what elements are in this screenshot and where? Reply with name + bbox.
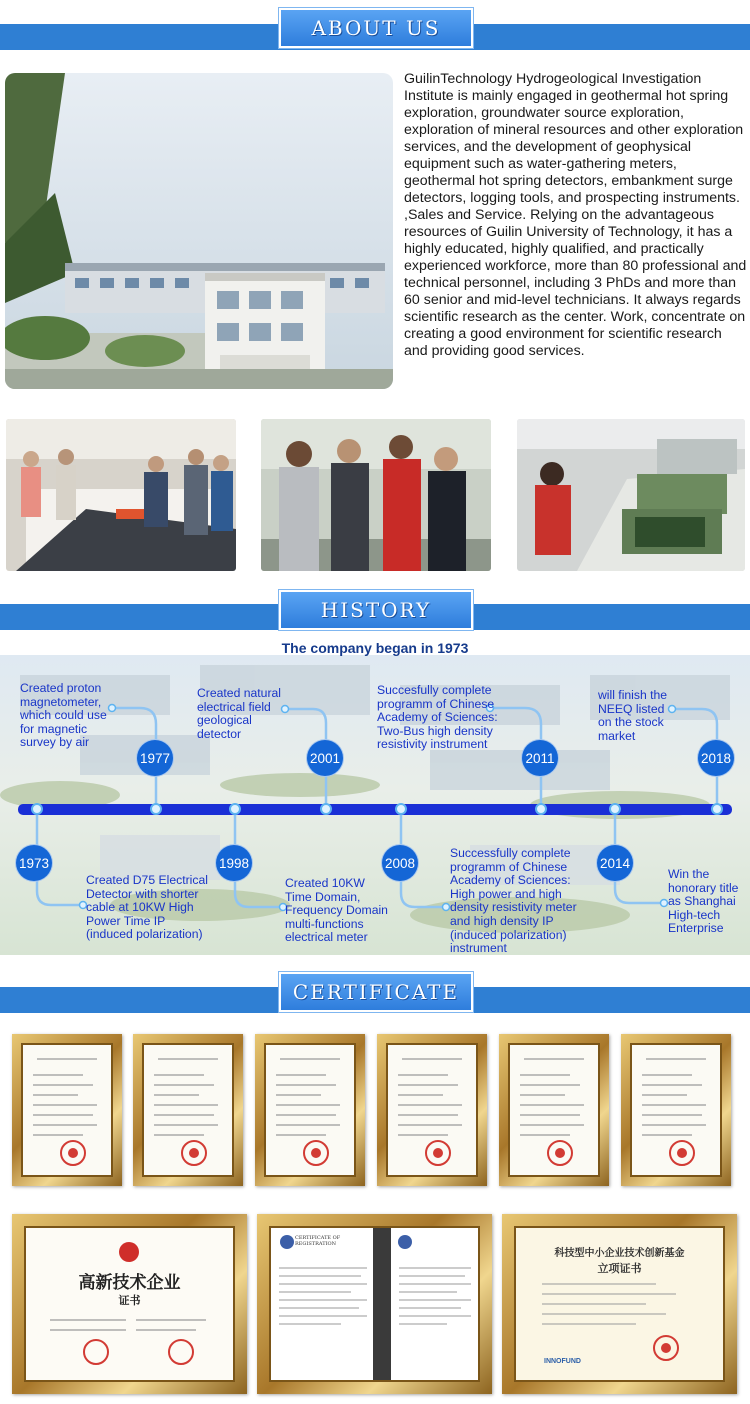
history-section-header: [279, 590, 473, 630]
certificate-frame-9: [502, 1214, 737, 1394]
certificate-frame-5: [499, 1034, 609, 1186]
timeline-bar: [18, 804, 732, 815]
event-text-1998: Created 10KW Time Domain, Frequency Domain multi-functions electrical meter: [285, 876, 388, 945]
event-text-2014: Win the honorary title as Shanghai High-tech Enterprise: [668, 867, 739, 936]
certificate-section-header: [279, 972, 473, 1012]
cert-7-subtitle: 证书: [118, 1294, 141, 1307]
certificate-frame-8: [257, 1214, 492, 1394]
about-paragraph: GuilinTechnology Hydrogeological Investigation Institute is mainly engaged in geothermal hot spring exploration, groundwater source exploration, exploration of mineral resources and other exploration services, and the development of geophysical equipment such as water-gathering meters, geothermal hot spring detectors, embankment surge detectors, logging tools, and prospecting instruments. ,Sales and Service. Relying on the advantageous resources of Guilin University of Technology, it has a highly educated, highly qualified, and practically experienced workforce, more than 80 professional and technical personnel, including 3 PhDs and more than 60 senior and mid-level technicians. It always regards scientific research as the center. Work, concentrate on creating a good environment for scientific research and providing good services.: [404, 71, 747, 359]
certificate-section-title: CERTIFICATE: [292, 980, 460, 1004]
history-section-title: HISTORY: [320, 598, 432, 622]
cert-8-title: CERTIFICATE OF REGISTRATION: [295, 1235, 341, 1247]
certificate-frame-4: [377, 1034, 487, 1186]
cert-9-title: 科技型中小企业技术创新基金: [554, 1248, 685, 1259]
year-badge-1998: 1998: [216, 845, 252, 881]
cert-9-subtitle: 立项证书: [597, 1262, 642, 1275]
event-text-2008: Successfully complete programm of Chinese Academy of Sciences: High power and high density resistivity meter and high density IP (induced polarization) instrument: [450, 846, 577, 956]
history-subtitle: The company began in 1973: [281, 640, 469, 656]
meeting-photo: [6, 419, 236, 571]
year-badge-2008: 2008: [382, 845, 418, 881]
event-text-2018: will finish the NEEQ listed on the stock market: [598, 688, 668, 743]
certificate-frame-7: [12, 1214, 247, 1394]
year-badge-1977: 1977: [137, 740, 173, 776]
certificate-frame-1: [12, 1034, 122, 1186]
lab-photo: [517, 419, 745, 571]
year-badge-2018: 2018: [698, 740, 734, 776]
factory-photo: [5, 73, 393, 389]
about-section-header: [279, 8, 473, 48]
team-photo: [261, 419, 491, 571]
event-text-1973: Created D75 Electrical Detector with shorter cable at 10KW High Power Time IP (induced polarization): [86, 873, 208, 942]
cert-9-brand: INNOFUND: [544, 1358, 581, 1365]
event-text-1977: Created proton magnetometer, which could use for magnetic survey by air: [20, 681, 107, 750]
year-badge-2001: 2001: [307, 740, 343, 776]
cert-7-title: 高新技术企业: [78, 1273, 181, 1293]
certificate-frame-3: [255, 1034, 365, 1186]
about-section-title: ABOUT US: [311, 16, 441, 40]
year-badge-1973: 1973: [16, 845, 52, 881]
year-badge-2011: 2011: [522, 740, 558, 776]
certificate-frame-6: [621, 1034, 731, 1186]
event-text-2001: Created natural electrical field geological detector: [197, 686, 282, 741]
certificate-frame-2: [133, 1034, 243, 1186]
event-text-2011: Succesfully complete programm of Chinese Academy of Sciences: Two-Bus high density resistivity instrument: [377, 683, 498, 752]
year-badge-2014: 2014: [597, 845, 633, 881]
